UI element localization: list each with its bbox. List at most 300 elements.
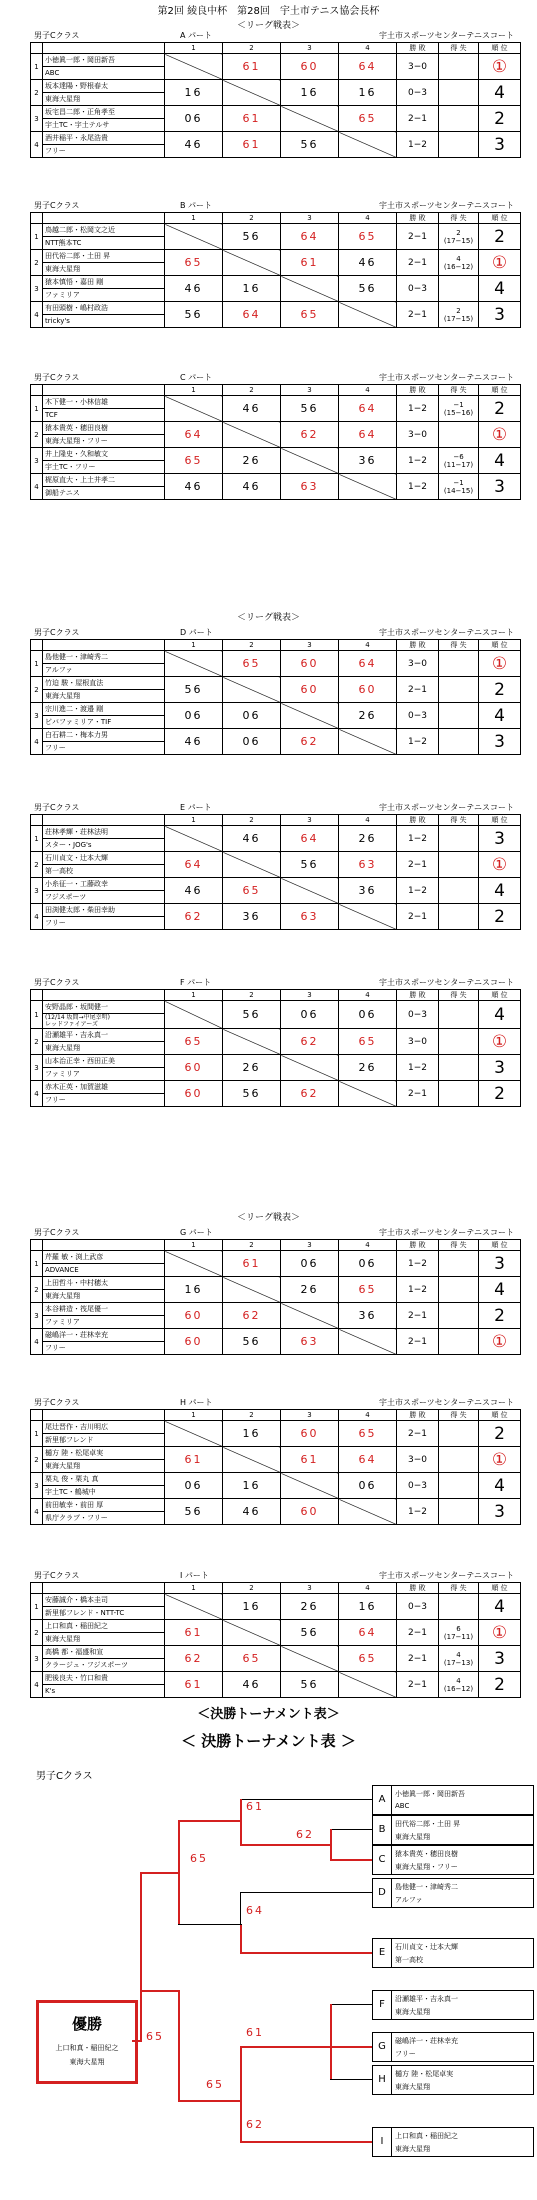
player-names: 磁嶋洋一・荘林幸充 (43, 1329, 165, 1342)
team-name: 東海大星翔 (43, 1042, 165, 1055)
table-header-row (31, 1583, 521, 1594)
score-cell: 26 (281, 1277, 339, 1303)
col-header: 4 (339, 213, 397, 224)
win-loss: 1−2 (397, 1277, 439, 1303)
bracket-entry (372, 2127, 534, 2157)
table-row (31, 677, 521, 690)
row-number: 3 (31, 276, 43, 302)
team-name: 県庁クラブ・フリー (43, 1512, 165, 1525)
score-cell: 61 (165, 1672, 223, 1698)
player-names: 上口和真・稲田紀之 (43, 1620, 165, 1633)
col-header-wl: 勝 敗 (397, 43, 439, 54)
bracket-line (240, 2046, 332, 2048)
score-cell: 26 (339, 703, 397, 729)
rank: 2 (479, 677, 521, 703)
player-names: 宗川進二・渡邉 剛 (43, 703, 165, 716)
diagonal-cell (165, 1001, 223, 1029)
rank: 4 (479, 878, 521, 904)
rank: ① (479, 651, 521, 677)
player-names: 前田敏幸・前田 厚 (43, 1499, 165, 1512)
table-row (31, 1329, 521, 1342)
bracket-entry (372, 1845, 534, 1875)
col-header: 1 (165, 815, 223, 826)
score-cell: 61 (281, 250, 339, 276)
row-number: 4 (31, 1672, 43, 1698)
col-header-diff: 得 失 (439, 43, 479, 54)
win-loss: 2−1 (397, 1303, 439, 1329)
bracket-line (140, 1872, 142, 2040)
player-names: 安野晶郎・坂間健一 (43, 1001, 165, 1014)
score-cell: 16 (223, 276, 281, 302)
score-cell: 16 (339, 80, 397, 106)
player-names: 栗丸 俊・栗丸 真 (43, 1473, 165, 1486)
row-number: 1 (31, 651, 43, 677)
col-header-diff: 得 失 (439, 213, 479, 224)
point-diff (439, 132, 479, 158)
table-row (31, 1277, 521, 1290)
table-row (31, 1499, 521, 1512)
table-row (31, 1081, 521, 1094)
table-header-row (31, 213, 521, 224)
table-row (31, 1473, 521, 1486)
score-cell: 64 (339, 1620, 397, 1646)
row-number: 3 (31, 703, 43, 729)
team-name: クラージュ・フジスポーツ (43, 1659, 165, 1672)
table-row (31, 1646, 521, 1659)
player-names: 坂本達陽・野根春太 (43, 80, 165, 93)
score-cell: 16 (223, 1594, 281, 1620)
col-header: 2 (223, 213, 281, 224)
entry-team: 東海大星翔・フリー (395, 1863, 458, 1871)
player-names: 樋方 陸・松尾卓実 (43, 1447, 165, 1460)
col-header: 1 (165, 213, 223, 224)
col-header-rank: 順 位 (479, 815, 521, 826)
diagonal-cell (281, 878, 339, 904)
class-label: 男子Cクラス (34, 628, 80, 637)
bracket-line (140, 1872, 180, 1874)
point-diff (439, 677, 479, 703)
score-cell: 56 (281, 396, 339, 422)
team-name: ADVANCE (43, 1264, 165, 1277)
point-diff (439, 80, 479, 106)
col-header: 1 (165, 990, 223, 1001)
team-name: スター・JOG's (43, 839, 165, 852)
team-name: 新里郁フレンド・NTT-TC (43, 1607, 165, 1620)
table-row (31, 80, 521, 93)
col-header-wl: 勝 敗 (397, 385, 439, 396)
col-header-wl: 勝 敗 (397, 640, 439, 651)
win-loss: 1−2 (397, 474, 439, 500)
table-header-row (31, 1410, 521, 1421)
score-cell: 36 (339, 878, 397, 904)
player-names: 有田頭樹・嶋村政浩 (43, 302, 165, 315)
rank: 4 (479, 703, 521, 729)
rank: 2 (479, 1672, 521, 1698)
team-name: 東海大星翔・フリー (43, 435, 165, 448)
team-name: フリー (43, 1342, 165, 1355)
score-cell: 64 (339, 422, 397, 448)
league-subtitle: ＜リーグ戦表＞ (236, 613, 300, 623)
table-header-row (31, 43, 521, 54)
win-loss: 0−3 (397, 1594, 439, 1620)
score-cell: 64 (339, 396, 397, 422)
point-diff (439, 1001, 479, 1029)
point-diff: 4 (16−12) (439, 1672, 479, 1698)
row-number: 3 (31, 1055, 43, 1081)
league-table (30, 1582, 521, 1698)
point-diff (439, 1277, 479, 1303)
col-header-diff: 得 失 (439, 640, 479, 651)
score-cell: 64 (339, 1447, 397, 1473)
team-name: 宇土TC・フリー (43, 461, 165, 474)
diagonal-cell (223, 677, 281, 703)
col-header: 2 (223, 43, 281, 54)
score-cell: 60 (281, 677, 339, 703)
rank: 3 (479, 1646, 521, 1672)
score-cell: 62 (281, 1081, 339, 1107)
league-part-8 (30, 1395, 520, 1525)
score-cell: 64 (339, 54, 397, 80)
team-name: フリー (43, 1094, 165, 1107)
team-name: 東海大星翔 (43, 1460, 165, 1473)
player-names: 白石耕二・梅本力男 (43, 729, 165, 742)
team-name: ABC (43, 67, 165, 80)
score-cell: 65 (339, 1646, 397, 1672)
rank: ① (479, 1329, 521, 1355)
win-loss: 0−3 (397, 703, 439, 729)
score-cell: 65 (223, 878, 281, 904)
col-header-rank: 順 位 (479, 385, 521, 396)
diagonal-cell (339, 1329, 397, 1355)
table-row (31, 826, 521, 839)
table-row (31, 1303, 521, 1316)
rank: ① (479, 1029, 521, 1055)
win-loss: 1−2 (397, 1499, 439, 1525)
class-label: 男子Cクラス (34, 803, 80, 812)
row-number: 1 (31, 1001, 43, 1029)
score-cell: 26 (223, 448, 281, 474)
player-names: 芹羅 敏・渕上武彦 (43, 1251, 165, 1264)
diagonal-cell (339, 1081, 397, 1107)
col-header-diff: 得 失 (439, 1410, 479, 1421)
score-cell: 46 (223, 826, 281, 852)
row-number: 3 (31, 1646, 43, 1672)
venue-label: 宇土市スポーツセンターテニスコート (378, 1571, 514, 1580)
row-number: 3 (31, 106, 43, 132)
bracket-score: 62 (296, 1828, 314, 1841)
entry-players: 磁嶋洋一・荘林幸充 (395, 2037, 458, 2045)
diagonal-cell (339, 302, 397, 328)
point-diff (439, 1329, 479, 1355)
rank: 4 (479, 1594, 521, 1620)
col-header-wl: 勝 敗 (397, 1240, 439, 1251)
col-header: 3 (281, 213, 339, 224)
win-loss: 1−2 (397, 448, 439, 474)
point-diff (439, 54, 479, 80)
score-cell: 64 (165, 852, 223, 878)
col-header-rank: 順 位 (479, 1240, 521, 1251)
score-cell: 46 (223, 1672, 281, 1698)
entry-letter: G (373, 2033, 392, 2061)
score-cell: 64 (281, 224, 339, 250)
score-cell: 56 (223, 1081, 281, 1107)
score-cell: 61 (223, 54, 281, 80)
score-cell: 46 (165, 474, 223, 500)
row-number: 1 (31, 826, 43, 852)
score-cell: 65 (339, 224, 397, 250)
league-part-3 (30, 370, 520, 500)
player-names: 田渕健太郎・柴田幸助 (43, 904, 165, 917)
player-names: 小徳眞一郎・岡田新吾 (43, 54, 165, 67)
col-header-wl: 勝 敗 (397, 1410, 439, 1421)
point-diff: −1 (14−15) (439, 474, 479, 500)
row-number: 1 (31, 1594, 43, 1620)
score-cell: 06 (339, 1473, 397, 1499)
point-diff (439, 276, 479, 302)
team-name: アルファ (43, 664, 165, 677)
score-cell: 36 (223, 904, 281, 930)
entry-team: 東海大星翔 (395, 2083, 430, 2091)
table-row (31, 651, 521, 664)
player-names: 本谷耕造・筏尾優一 (43, 1303, 165, 1316)
champion-box (36, 2000, 138, 2084)
win-loss: 2−1 (397, 302, 439, 328)
score-cell: 65 (281, 302, 339, 328)
col-header: 4 (339, 1410, 397, 1421)
score-cell: 26 (339, 1055, 397, 1081)
player-names: 島他健一・津崎秀二 (43, 651, 165, 664)
point-diff (439, 703, 479, 729)
rank: 2 (479, 1421, 521, 1447)
col-header: 1 (165, 1583, 223, 1594)
team-name: (12/14 坂間→中尾幸明) レッドファイアーズ (43, 1014, 165, 1029)
score-cell: 64 (339, 651, 397, 677)
diagonal-cell (223, 1447, 281, 1473)
point-diff (439, 1499, 479, 1525)
bracket-score: 65 (190, 1852, 208, 1865)
bracket-entry (372, 2032, 534, 2062)
col-header: 2 (223, 1583, 281, 1594)
col-header: 3 (281, 815, 339, 826)
win-loss: 3−0 (397, 651, 439, 677)
league-table (30, 814, 521, 930)
score-cell: 16 (165, 1277, 223, 1303)
bracket-line (240, 2141, 372, 2143)
diagonal-cell (165, 396, 223, 422)
score-cell: 06 (223, 703, 281, 729)
league-part-1 (30, 28, 520, 158)
score-cell: 60 (281, 651, 339, 677)
rank: ① (479, 54, 521, 80)
bracket-score: 62 (246, 2118, 264, 2131)
row-number: 2 (31, 422, 43, 448)
win-loss: 3−0 (397, 1029, 439, 1055)
class-label: 男子Cクラス (34, 1398, 80, 1407)
score-cell: 26 (281, 1594, 339, 1620)
rank: 2 (479, 224, 521, 250)
score-cell: 65 (165, 1029, 223, 1055)
rank: 4 (479, 276, 521, 302)
bracket-line (240, 1844, 292, 1846)
win-loss: 1−2 (397, 878, 439, 904)
part-name: D パート (180, 628, 213, 637)
score-cell: 64 (165, 422, 223, 448)
score-cell: 62 (281, 1029, 339, 1055)
entry-players: 沿瀬雄平・吉永真一 (395, 1995, 458, 2003)
col-header-rank: 順 位 (479, 990, 521, 1001)
win-loss: 2−1 (397, 1421, 439, 1447)
point-diff (439, 1303, 479, 1329)
score-cell: 65 (339, 1421, 397, 1447)
team-name: ファミリア (43, 1068, 165, 1081)
point-diff (439, 826, 479, 852)
point-diff (439, 852, 479, 878)
team-name: 御船テニス (43, 487, 165, 500)
win-loss: 2−1 (397, 1081, 439, 1107)
rank: 3 (479, 1055, 521, 1081)
bracket-line (290, 1844, 332, 1846)
bracket-score: 61 (246, 1800, 264, 1813)
table-row (31, 729, 521, 742)
win-loss: 1−2 (397, 826, 439, 852)
league-part-4 (30, 625, 520, 755)
league-table (30, 1409, 521, 1525)
table-row (31, 448, 521, 461)
score-cell: 16 (223, 1421, 281, 1447)
class-label: 男子Cクラス (34, 978, 80, 987)
table-row (31, 1447, 521, 1460)
tournament-title: ＜ 決勝トーナメント表 ＞ (181, 1732, 356, 1750)
win-loss: 3−0 (397, 422, 439, 448)
diagonal-cell (165, 826, 223, 852)
col-header: 4 (339, 990, 397, 1001)
bracket-line (140, 1990, 180, 1992)
bracket-line (240, 1892, 372, 1893)
score-cell: 06 (281, 1001, 339, 1029)
col-header: 4 (339, 640, 397, 651)
entry-letter: F (373, 1991, 392, 2019)
entry-letter: C (373, 1846, 392, 1874)
score-cell: 06 (165, 1473, 223, 1499)
table-header-row (31, 990, 521, 1001)
col-header-rank: 順 位 (479, 1583, 521, 1594)
col-header: 3 (281, 1583, 339, 1594)
diagonal-cell (281, 1473, 339, 1499)
bracket-line (330, 2079, 372, 2080)
player-names: 田代裕二郎・土田 昇 (43, 250, 165, 263)
col-header: 1 (165, 1240, 223, 1251)
score-cell: 56 (223, 224, 281, 250)
col-header: 4 (339, 43, 397, 54)
point-diff (439, 1029, 479, 1055)
score-cell: 62 (165, 1646, 223, 1672)
league-table (30, 989, 521, 1107)
diagonal-cell (281, 276, 339, 302)
score-cell: 06 (165, 106, 223, 132)
row-number: 3 (31, 1303, 43, 1329)
league-part-2 (30, 198, 520, 328)
table-row (31, 302, 521, 315)
class-label: 男子Cクラス (34, 1571, 80, 1580)
team-name: ファミリア (43, 289, 165, 302)
score-cell: 06 (281, 1251, 339, 1277)
league-table (30, 212, 521, 328)
class-label: 男子Cクラス (34, 1228, 80, 1237)
bracket-line (330, 2004, 332, 2079)
entry-players: 石川貞文・辻本大輝 (395, 1943, 458, 1951)
league-table (30, 1239, 521, 1355)
score-cell: 64 (281, 826, 339, 852)
score-cell: 63 (281, 904, 339, 930)
rank: 3 (479, 729, 521, 755)
bracket-line (330, 2004, 372, 2005)
table-row (31, 1421, 521, 1434)
score-cell: 62 (165, 904, 223, 930)
diagonal-cell (339, 474, 397, 500)
score-cell: 56 (165, 302, 223, 328)
row-number: 4 (31, 474, 43, 500)
table-row (31, 474, 521, 487)
col-header-rank: 順 位 (479, 1410, 521, 1421)
player-names: 猿本慎悟・嘉田 剛 (43, 276, 165, 289)
score-cell: 36 (339, 448, 397, 474)
entry-letter: I (373, 2128, 392, 2156)
team-name: tricky's (43, 315, 165, 328)
win-loss: 2−1 (397, 904, 439, 930)
win-loss: 0−3 (397, 80, 439, 106)
table-row (31, 904, 521, 917)
player-names: 酒井稲平・永尾浩貴 (43, 132, 165, 145)
col-header: 3 (281, 990, 339, 1001)
table-row (31, 1029, 521, 1042)
table-row (31, 1251, 521, 1264)
table-row (31, 703, 521, 716)
score-cell: 60 (281, 1421, 339, 1447)
table-header-row (31, 640, 521, 651)
col-header: 2 (223, 990, 281, 1001)
win-loss: 2−1 (397, 106, 439, 132)
score-cell: 56 (281, 132, 339, 158)
row-number: 2 (31, 1620, 43, 1646)
score-cell: 63 (339, 852, 397, 878)
league-part-5 (30, 800, 520, 930)
player-names: 上田哲斗・中村穂太 (43, 1277, 165, 1290)
point-diff (439, 729, 479, 755)
diagonal-cell (281, 703, 339, 729)
score-cell: 56 (339, 276, 397, 302)
bracket-score: 65 (146, 2030, 164, 2043)
diagonal-cell (165, 1594, 223, 1620)
team-name: フリー (43, 742, 165, 755)
bracket-entry (372, 2065, 534, 2095)
score-cell: 61 (165, 1447, 223, 1473)
part-name: H パート (180, 1398, 213, 1407)
col-header: 3 (281, 385, 339, 396)
table-row (31, 276, 521, 289)
player-names: 木下健一・小林信雄 (43, 396, 165, 409)
point-diff (439, 1421, 479, 1447)
entry-players: 田代裕二郎・土田 昇 (395, 1820, 461, 1828)
entry-team: ABC (395, 1802, 410, 1810)
entry-letter: B (373, 1816, 392, 1844)
score-cell: 16 (339, 1594, 397, 1620)
row-number: 4 (31, 904, 43, 930)
diagonal-cell (339, 1672, 397, 1698)
table-row (31, 224, 521, 237)
rank: 4 (479, 1473, 521, 1499)
rank: 3 (479, 826, 521, 852)
point-diff (439, 878, 479, 904)
